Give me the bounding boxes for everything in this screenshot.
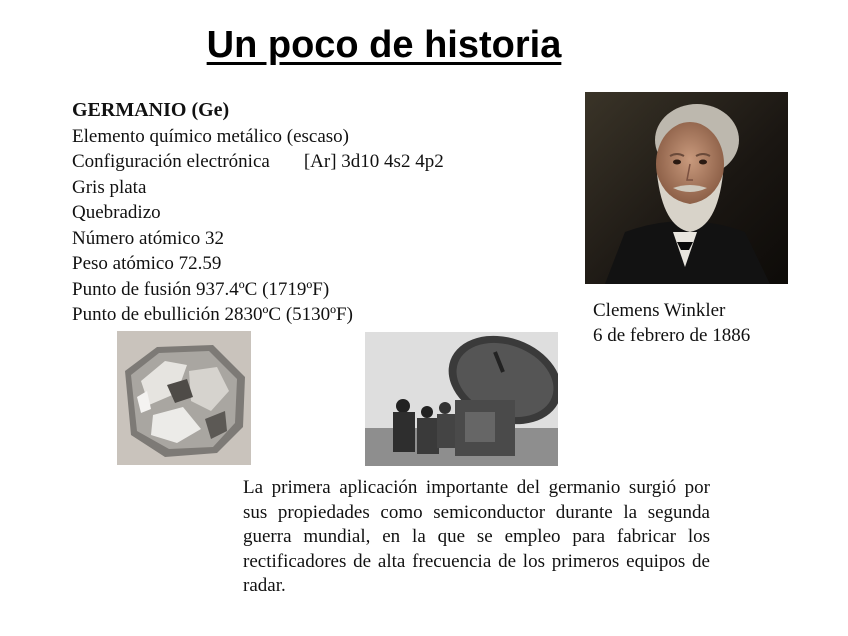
config-value: [Ar] 3d10 4s2 4p2 <box>303 151 444 172</box>
boiling-point: Punto de ebullición 2830ºC (5130ºF) <box>72 304 353 325</box>
element-heading: GERMANIO (Ge) <box>72 99 230 121</box>
discoverer-name: Clemens Winkler <box>593 300 726 321</box>
history-paragraph: La primera aplicación importante del germanio surgió por sus propiedades como semiconductor durante la segunda guerra mundial, en la que se empleo para fabricar los rectificadores de alta frecuencia de los primeros equipos de radar. <box>243 477 710 596</box>
element-color: Gris plata <box>72 176 147 198</box>
element-properties <box>72 98 532 328</box>
germanium-sample-photo <box>117 331 251 465</box>
atomic-number: Número atómico 32 <box>72 227 224 249</box>
portrait-caption <box>593 298 750 348</box>
discovery-date: 6 de febrero de 1886 <box>593 325 751 346</box>
winkler-portrait <box>585 92 788 284</box>
slide-title: Un poco de historia <box>206 24 562 66</box>
radar-equipment-photo <box>365 332 558 466</box>
melting-point: Punto de fusión 937.4ºC (1719ºF) <box>72 278 330 300</box>
electron-configuration <box>72 149 532 175</box>
element-texture: Quebradizo <box>72 202 161 223</box>
element-description: Elemento químico metálico (escaso) <box>72 125 349 147</box>
config-label: Configuración electrónica <box>72 151 270 172</box>
atomic-weight: Peso atómico 72.59 <box>72 253 222 274</box>
